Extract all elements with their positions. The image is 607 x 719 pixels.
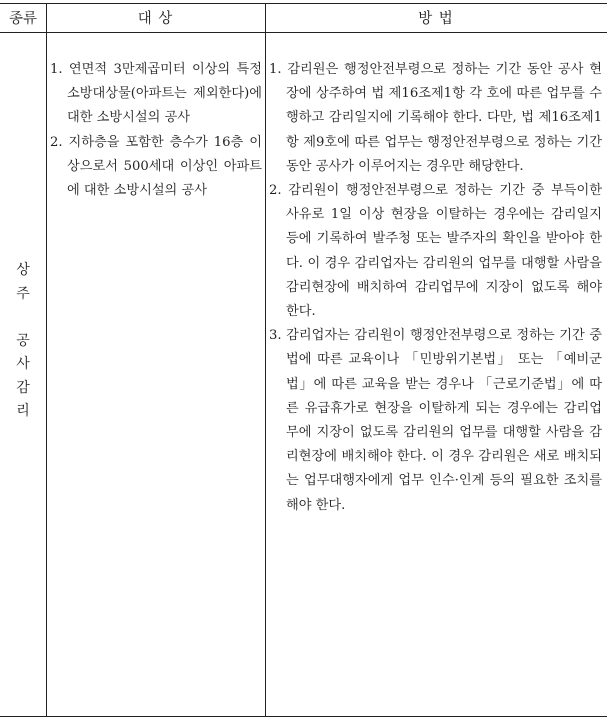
method-item: 3. 감리업자는 감리원이 행정안전부령으로 정하는 기간 중 법에 따른 교육이나 「민방위기본법」 또는 「예비군법」에 따른 교육을 받는 경우나 「근로기준법」에 따른 유급휴가로 현장을 이탈하게 되는 경우에는 감리업무에 지장이 없도록 감리원의 업무를 대행할 사람을 감리현장에 배치해야 한다. 이 경우 감리원은 새로 배치되는 업무대행자에게 업무 인수·인계 등의 필요한 조치를 해야 한다. (269, 328, 602, 513)
header-kind: 종류 (8, 11, 37, 27)
kind-char: 공 (16, 332, 30, 349)
target-cell (50, 58, 262, 203)
header-target: 대 상 (137, 11, 174, 27)
table-bottom-border (0, 716, 607, 717)
kind-char: 주 (16, 285, 30, 302)
kind-char: 사 (16, 356, 30, 372)
kind-char: 리 (16, 403, 30, 419)
target-item: 2. 지하층을 포함한 층수가 16층 이상으로서 500세대 이상인 아파트에 대한 소방시설의 공사 (50, 134, 262, 199)
method-item: 2. 감리원이 행정안전부령으로 정하는 기간 중 부득이한 사유로 1일 이상 현장을 이탈하는 경우에는 감리일지 등에 기록하여 발주청 또는 발주자의 확인을 받아야 한다. 이 경우 감리업자는 감리원의 업무를 대행할 사람을 감리현장에 배치하여 감리업무에 지장이 없도록 해야 한다. (269, 183, 602, 320)
method-item: 1. 감리원은 행정안전부령으로 정하는 기간 동안 공사 현장에 상주하여 법 제16조제1항 각 호에 따른 업무를 수행하고 감리일지에 기록해야 한다. 다만, 법 제16조제1항 제9호에 따른 업무는 행정안전부령으로 정하는 기간 동안 공사가 이루어지는 경우만 해당한다. (269, 62, 602, 174)
kind-char: 감 (16, 379, 30, 396)
method-cell (269, 58, 602, 518)
target-item: 1. 연면적 3만제곱미터 이상의 특정소방대상물(아파트는 제외한다)에 대한 소방시설의 공사 (50, 62, 262, 126)
kind-cell (0, 259, 46, 424)
column-divider-target (265, 3, 266, 716)
table-header-border (0, 32, 607, 33)
kind-char: 상 (16, 262, 30, 278)
column-divider-kind (46, 3, 47, 716)
header-method: 방 법 (418, 11, 454, 27)
